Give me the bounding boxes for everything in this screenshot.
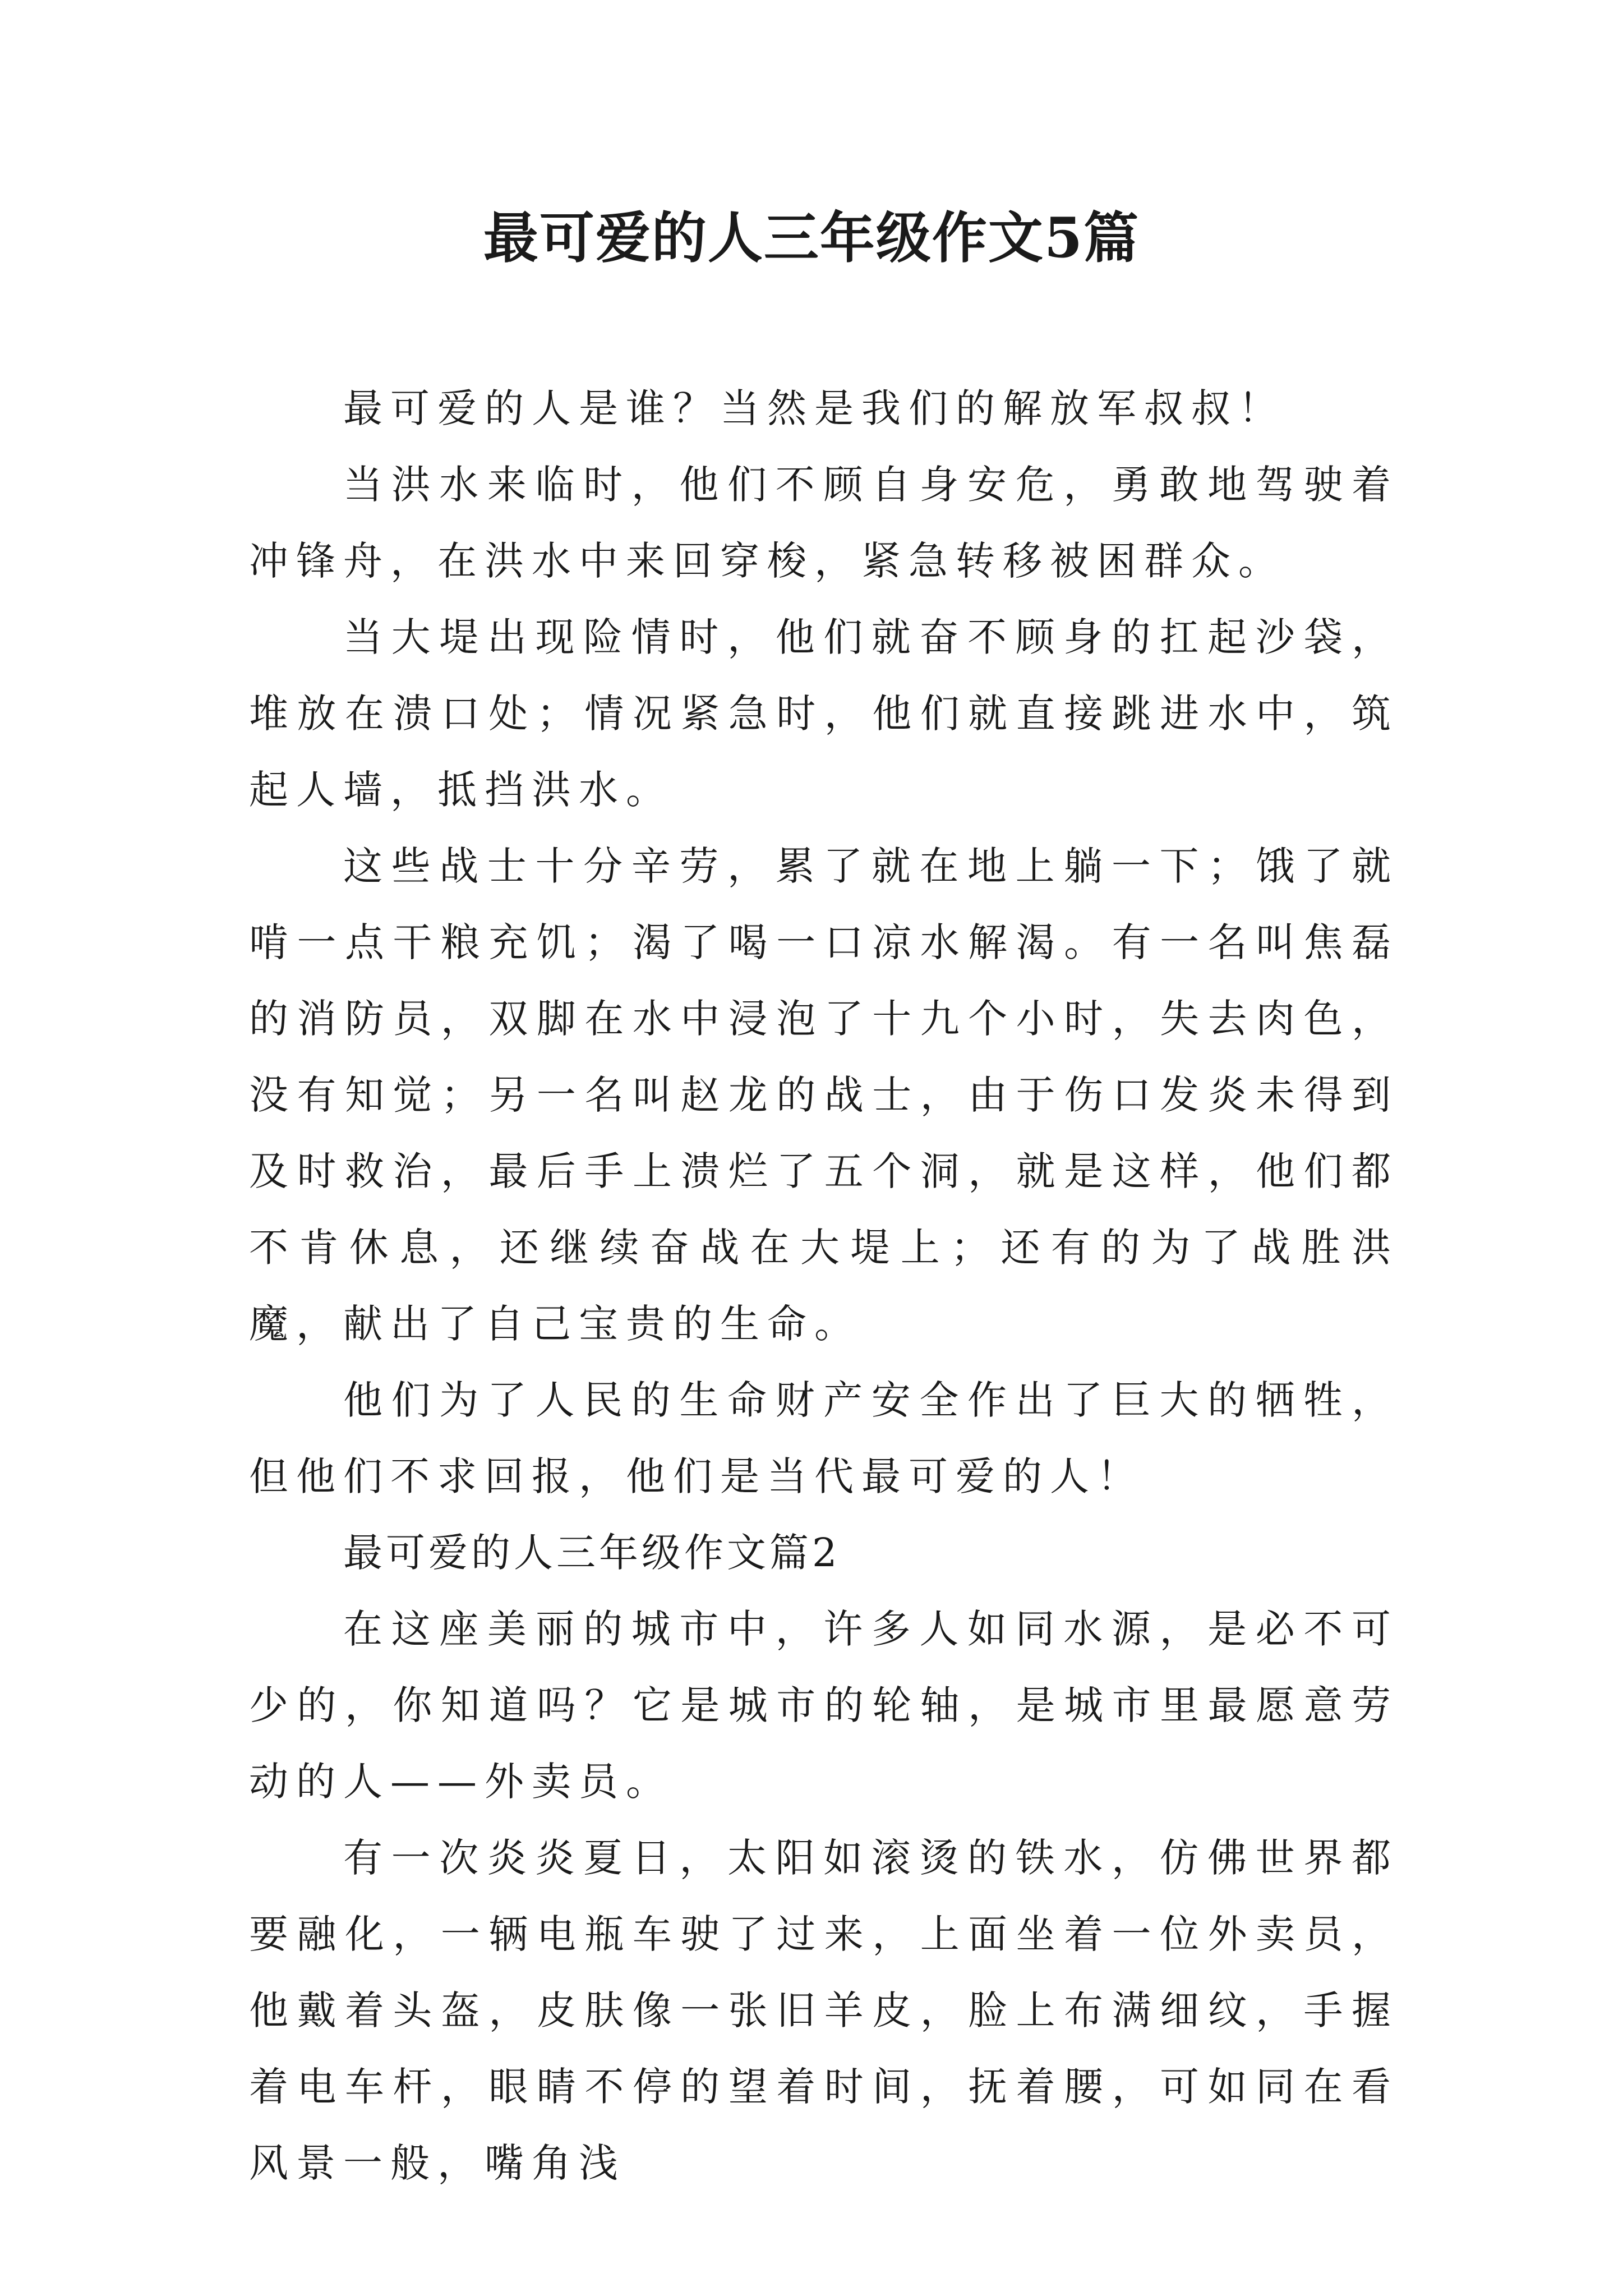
document-body xyxy=(249,370,1399,2201)
paragraph: 最可爱的人是谁？当然是我们的解放军叔叔！ xyxy=(343,385,1285,431)
paragraph: 当洪水来临时，他们不顾自身安危，勇敢地驾驶着冲锋舟，在洪水中来回穿梭，紧急转移被困群众。 xyxy=(249,462,1399,584)
paragraph: 他们为了人民的生命财产安全作出了巨大的牺牲，但他们不求回报，他们是当代最可爱的人！ xyxy=(249,1377,1399,1499)
section-heading: 最可爱的人三年级作文篇2 xyxy=(343,1530,841,1576)
paragraph: 当大堤出现险情时，他们就奋不顾身的扛起沙袋，堆放在溃口处；情况紧急时，他们就直接跳进水中，筑起人墙，抵挡洪水。 xyxy=(249,614,1399,813)
paragraph: 有一次炎炎夏日，太阳如滚烫的铁水，仿佛世界都要融化，一辆电瓶车驶了过来，上面坐着一位外卖员，他戴着头盔，皮肤像一张旧羊皮，脸上布满细纹，手握着电车杆，眼睛不停的望着时间，抚着腰，可如同在看风景一般，嘴角浅 xyxy=(249,1835,1399,2186)
paragraph: 在这座美丽的城市中，许多人如同水源，是必不可少的，你知道吗？它是城市的轮轴，是城市里最愿意劳动的人——外卖员。 xyxy=(249,1606,1399,1805)
document-title: 最可爱的人三年级作文5篇 xyxy=(483,206,1140,270)
paragraph: 这些战士十分辛劳，累了就在地上躺一下；饿了就啃一点干粮充饥；渴了喝一口凉水解渴。有一名叫焦磊的消防员，双脚在水中浸泡了十九个小时，失去肉色，没有知觉；另一名叫赵龙的战士，由于伤口发炎未得到及时救治，最后手上溃烂了五个洞，就是这样，他们都不肯休息，还继续奋战在大堤上；还有的为了战胜洪魔，献出了自己宝贵的生命。 xyxy=(249,843,1399,1347)
